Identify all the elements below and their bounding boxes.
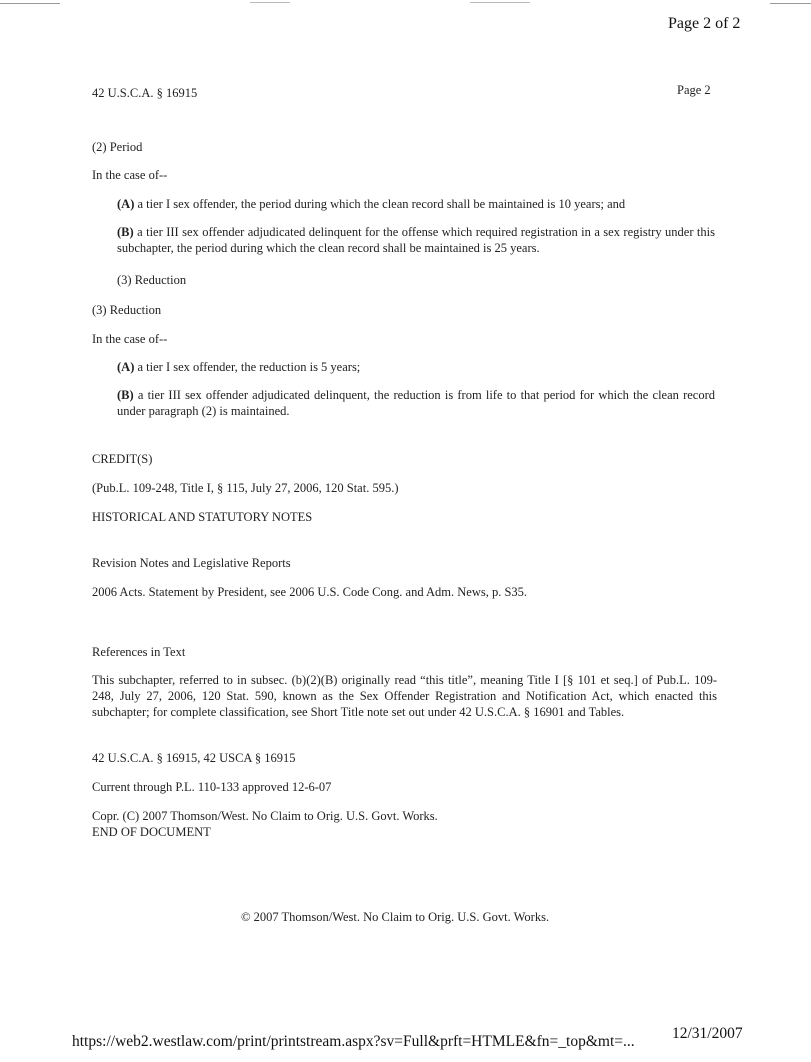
period-heading: (2) Period — [92, 140, 143, 154]
end-of-document: END OF DOCUMENT — [92, 825, 211, 839]
print-url[interactable]: https://web2.westlaw.com/print/printstream.aspx?sv=Full&prft=HTMLE&fn=_top&mt=... — [72, 1033, 635, 1050]
reduction-intro: In the case of-- — [92, 332, 168, 346]
doc-copyright: Copr. (C) 2007 Thomson/West. No Claim to Orig. U.S. Govt. Works. — [92, 809, 438, 823]
item-label: (A) — [117, 360, 135, 374]
credits-text: (Pub.L. 109-248, Title I, § 115, July 27, 2006, 120 Stat. 595.) — [92, 481, 399, 495]
doc-citation: 42 U.S.C.A. § 16915 — [92, 86, 198, 100]
item-text: a tier I sex offender, the period during which the clean record shall be maintained is 10 years; and — [134, 197, 626, 211]
footer-cites: 42 U.S.C.A. § 16915, 42 USCA § 16915 — [92, 751, 296, 765]
page-copyright: © 2007 Thomson/West. No Claim to Orig. U.S. Govt. Works. — [241, 910, 550, 924]
print-date: 12/31/2007 — [672, 1025, 743, 1042]
item-label: (B) — [117, 225, 134, 239]
references-text: This subchapter, referred to in subsec. (b)(2)(B) originally read “this title”, meaning Title I [§ 101 et seq.] of Pub.L. 109-248, July 27, 2006, 120 Stat. 590, known as the Sex Offender Registration and Notification Act, which enacted this subchapter; for complete classification, see Short Title note set out under 42 U.S.C.A. § 16901 and Tables. — [92, 673, 717, 719]
period-item-a — [117, 196, 625, 212]
item-text: a tier I sex offender, the reduction is 5 years; — [134, 360, 361, 374]
reduction-indented-heading: (3) Reduction — [117, 273, 187, 287]
credits-heading: CREDIT(S) — [92, 452, 153, 466]
doc-page-label: Page 2 — [677, 83, 711, 97]
item-label: (A) — [117, 197, 135, 211]
revision-text: 2006 Acts. Statement by President, see 2006 U.S. Code Cong. and Adm. News, p. S35. — [92, 585, 528, 599]
reduction-heading: (3) Reduction — [92, 303, 162, 317]
notes-heading: HISTORICAL AND STATUTORY NOTES — [92, 510, 313, 524]
references-heading: References in Text — [92, 645, 186, 659]
reduction-item-a — [117, 359, 360, 375]
item-label: (B) — [117, 388, 134, 402]
revision-heading: Revision Notes and Legislative Reports — [92, 556, 291, 570]
scan-mark — [770, 3, 811, 4]
reduction-item-b — [117, 387, 715, 419]
period-item-b — [117, 224, 715, 256]
current-through: Current through P.L. 110-133 approved 12-6-07 — [92, 780, 332, 794]
period-intro: In the case of-- — [92, 168, 168, 182]
scan-mark — [250, 2, 290, 3]
scan-mark — [0, 3, 60, 4]
scan-mark — [470, 2, 530, 3]
item-text: a tier III sex offender adjudicated delinquent, the reduction is from life to that period for which the clean record under paragraph (2) is maintained. — [117, 388, 715, 418]
item-text: a tier III sex offender adjudicated delinquent for the offense which required registration in a sex registry under this subchapter, the period during which the clean record shall be maintained is 25 years. — [117, 225, 715, 255]
page-counter: Page 2 of 2 — [668, 15, 741, 32]
